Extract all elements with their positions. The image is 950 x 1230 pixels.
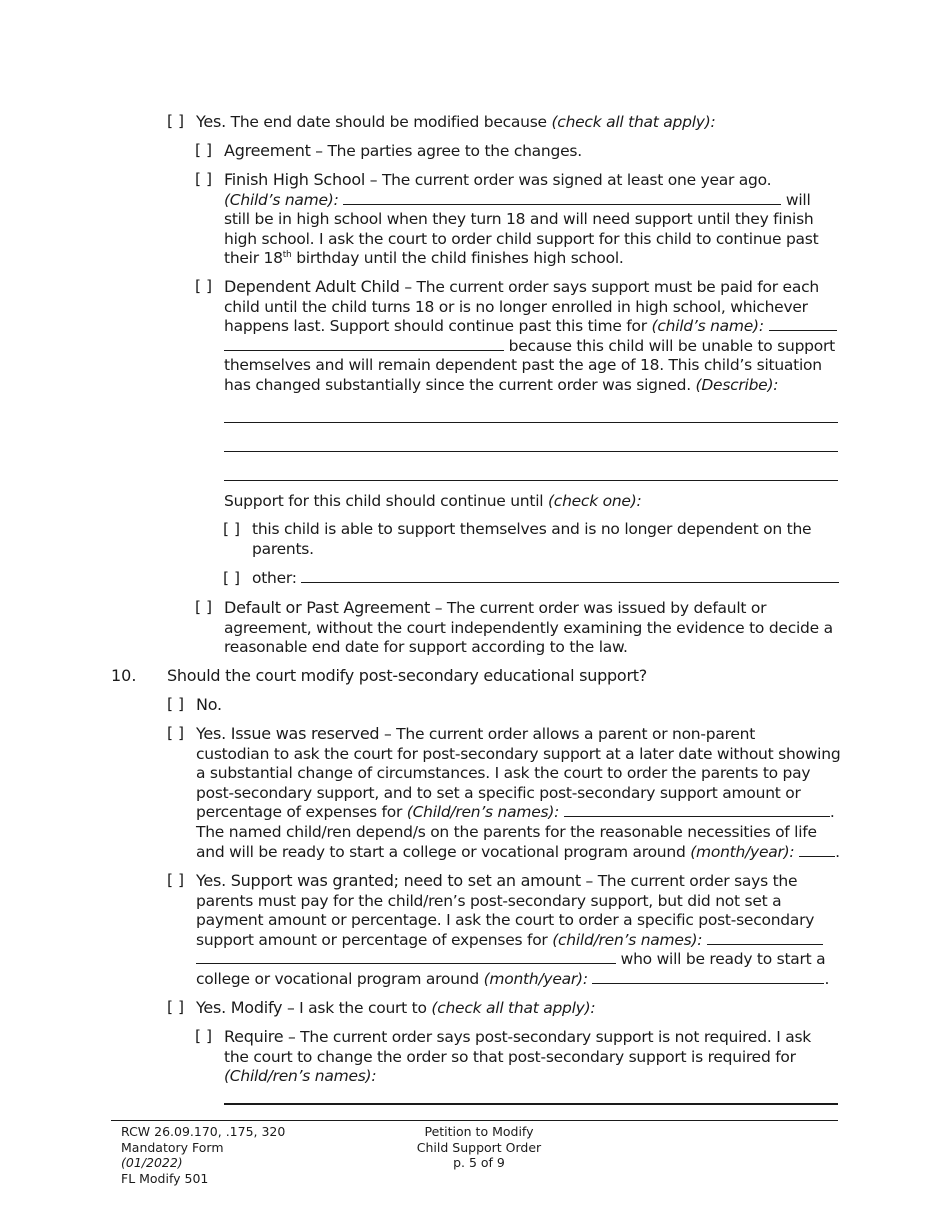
granted-line2: parents must pay for the child/ren’s post-secondary support, but did not set a xyxy=(196,891,782,910)
dac-heading: Dependent Adult Child xyxy=(224,277,400,296)
footer-form-id: FL Modify 501 xyxy=(121,1170,209,1186)
dependent-adult-child-option xyxy=(224,277,837,396)
checkbox-q10-no[interactable]: [ ] xyxy=(167,695,185,713)
modify-label: Yes. Modify xyxy=(196,998,283,1017)
granted-line3: payment amount or percentage. I ask the court to order a specific post-secondary xyxy=(196,911,815,930)
other-label: other: xyxy=(252,569,297,587)
q10-number: 10. xyxy=(111,666,137,685)
fhs-line2-after: will xyxy=(781,190,811,209)
reserved-line6: The named child/ren depend/s on the parents for the reasonable necessities of life xyxy=(196,822,817,841)
agreement-text: – The parties agree to the changes. xyxy=(310,142,582,160)
dac-describe-line-2[interactable] xyxy=(224,451,838,452)
dpa-line1: – The current order was issued by default or xyxy=(430,599,767,617)
reserved-line7: and will be ready to start a college or vocational program around xyxy=(196,842,691,861)
dac-describe-line-1[interactable] xyxy=(224,422,838,423)
checkbox-dependent-adult-child[interactable]: [ ] xyxy=(195,277,213,295)
reserved-line7-end: . xyxy=(835,842,840,861)
reserved-line5-end: . xyxy=(829,803,835,822)
require-line1: – The current order says post-secondary support is not required. I ask xyxy=(283,1028,811,1046)
checkbox-require[interactable]: [ ] xyxy=(195,1027,213,1045)
footer-rcw: RCW 26.09.170, .175, 320 xyxy=(121,1124,286,1139)
modify-text: – I ask the court to xyxy=(282,999,432,1017)
dac-child-name-field-b[interactable] xyxy=(224,337,504,351)
self-supporting-line2: parents. xyxy=(252,539,314,558)
reserved-names-label: (Child/ren’s names): xyxy=(406,803,560,822)
dac-child-name-label: (child’s name): xyxy=(651,317,764,336)
granted-heading: Yes. Support was granted; need to set an amount xyxy=(196,871,581,890)
dac-continue-instruction: (check one): xyxy=(548,492,642,510)
q10-question-text: Should the court modify post-secondary educational support? xyxy=(167,666,648,685)
require-heading: Require xyxy=(224,1027,284,1046)
granted-line6-end: . xyxy=(824,969,830,988)
checkbox-q10-reserved[interactable]: [ ] xyxy=(167,724,185,742)
checkbox-default-past-agreement[interactable]: [ ] xyxy=(195,598,213,616)
require-line2: the court to change the order so that post-secondary support is required for xyxy=(224,1047,796,1066)
self-supporting-line1: this child is able to support themselves and is no longer dependent on the xyxy=(252,520,812,538)
dac-child-name-field-a[interactable] xyxy=(769,317,837,331)
dpa-heading: Default or Past Agreement xyxy=(224,598,431,617)
dpa-line3: reasonable end date for support according to the law. xyxy=(224,638,628,657)
fhs-line4: high school. I ask the court to order child support for this child to continue past xyxy=(224,229,819,248)
footer-doc-title-1: Petition to Modify xyxy=(424,1124,534,1139)
fhs-line5a: their 18 xyxy=(224,249,283,268)
q10-question xyxy=(167,666,647,686)
require-option xyxy=(224,1027,811,1087)
dac-line4-after: because this child will be unable to support xyxy=(504,336,835,355)
finish-high-school-heading: Finish High School xyxy=(224,170,366,189)
finish-high-school-option xyxy=(224,170,818,269)
dac-line2: child until the child turns 18 or is no longer enrolled in high school, whichever xyxy=(224,297,808,316)
granted-line1: – The current order says the xyxy=(580,872,798,890)
q10-granted-option xyxy=(196,871,829,990)
dpa-line2: agreement, without the court independently examining the evidence to decide a xyxy=(224,618,833,637)
dac-line1: – The current order says support must be paid for each xyxy=(399,278,819,296)
dac-describe-label: (Describe): xyxy=(695,375,779,394)
footer-center xyxy=(379,1124,579,1171)
footer-page-number: p. 5 of 9 xyxy=(453,1155,505,1170)
agreement-heading: Agreement xyxy=(224,141,311,160)
granted-names-field-a[interactable] xyxy=(707,931,823,945)
require-names-field[interactable] xyxy=(224,1103,838,1105)
checkbox-self-supporting[interactable]: [ ] xyxy=(223,520,241,538)
checkbox-yes-end-date[interactable]: [ ] xyxy=(167,112,185,130)
fhs-child-name-label: (Child’s name): xyxy=(224,190,339,209)
other-field[interactable] xyxy=(301,569,839,583)
dac-continue-text: Support for this child should continue until xyxy=(224,492,548,510)
footer-mandatory-form: Mandatory Form xyxy=(121,1139,224,1155)
checkbox-other[interactable]: [ ] xyxy=(223,569,241,587)
granted-month-year-field[interactable] xyxy=(592,970,824,984)
footer-form-date: (01/2022) xyxy=(121,1155,183,1170)
self-supporting-option xyxy=(252,520,811,559)
fhs-child-name-field[interactable] xyxy=(343,191,781,205)
granted-line5-after: who will be ready to start a xyxy=(616,950,826,969)
granted-month-year-label: (month/year): xyxy=(483,969,588,988)
dac-line5: themselves and will remain dependent past the age of 18. This child’s situation xyxy=(224,356,822,375)
reserved-month-year-label: (month/year): xyxy=(690,842,795,861)
default-past-agreement-option xyxy=(224,598,833,658)
checkbox-q10-granted[interactable]: [ ] xyxy=(167,871,185,889)
reserved-line5: percentage of expenses for xyxy=(196,803,407,822)
q10-modify-option xyxy=(196,998,595,1019)
dac-line6: has changed substantially since the current order was signed. xyxy=(224,375,696,394)
dac-line3: happens last. Support should continue past this time for xyxy=(224,317,652,336)
yes-end-date-text: The end date should be modified because xyxy=(225,113,552,131)
yes-end-date-label: Yes. xyxy=(196,112,226,131)
granted-names-label: (child/ren’s names): xyxy=(552,930,703,949)
reserved-line3: a substantial change of circumstances. I ask the court to order the parents to pay xyxy=(196,764,811,783)
modify-instruction: (check all that apply): xyxy=(431,999,596,1017)
granted-names-field-b[interactable] xyxy=(196,950,616,964)
fhs-line5-sup: th xyxy=(282,250,292,261)
dac-continue-until xyxy=(224,492,641,512)
reserved-month-year-field[interactable] xyxy=(799,843,835,857)
dac-describe-line-3[interactable] xyxy=(224,480,838,481)
reserved-line2: custodian to ask the court for post-secondary support at a later date without showing xyxy=(196,744,841,763)
yes-end-date-instruction: (check all that apply): xyxy=(551,113,716,131)
fhs-line3: still be in high school when they turn 18 and will need support until they finish xyxy=(224,210,814,229)
reserved-line1: – The current order allows a parent or non-parent xyxy=(379,725,756,743)
q10-reserved-option xyxy=(196,724,840,862)
checkbox-q10-modify[interactable]: [ ] xyxy=(167,998,185,1016)
other-option xyxy=(252,569,839,589)
agreement-option xyxy=(224,141,582,162)
fhs-line5b: birthday until the child finishes high school. xyxy=(291,249,624,268)
require-names-label: (Child/ren’s names): xyxy=(224,1067,377,1086)
reserved-heading: Yes. Issue was reserved xyxy=(196,724,380,743)
footer-doc-title-2: Child Support Order xyxy=(416,1139,542,1155)
q10-no-label: No. xyxy=(196,695,222,714)
granted-line6: college or vocational program around xyxy=(196,969,484,988)
q10-no-option xyxy=(196,695,222,715)
granted-line4: support amount or percentage of expenses for xyxy=(196,930,553,949)
footer-left xyxy=(121,1124,285,1186)
checkbox-finish-high-school[interactable]: [ ] xyxy=(195,170,213,188)
fhs-line1: – The current order was signed at least one year ago. xyxy=(365,171,772,189)
reserved-line4: post-secondary support, and to set a specific post-secondary support amount or xyxy=(196,783,801,802)
reserved-names-field[interactable] xyxy=(564,803,830,817)
footer-divider xyxy=(111,1120,838,1121)
yes-end-date-option xyxy=(196,112,715,133)
checkbox-agreement[interactable]: [ ] xyxy=(195,141,213,159)
